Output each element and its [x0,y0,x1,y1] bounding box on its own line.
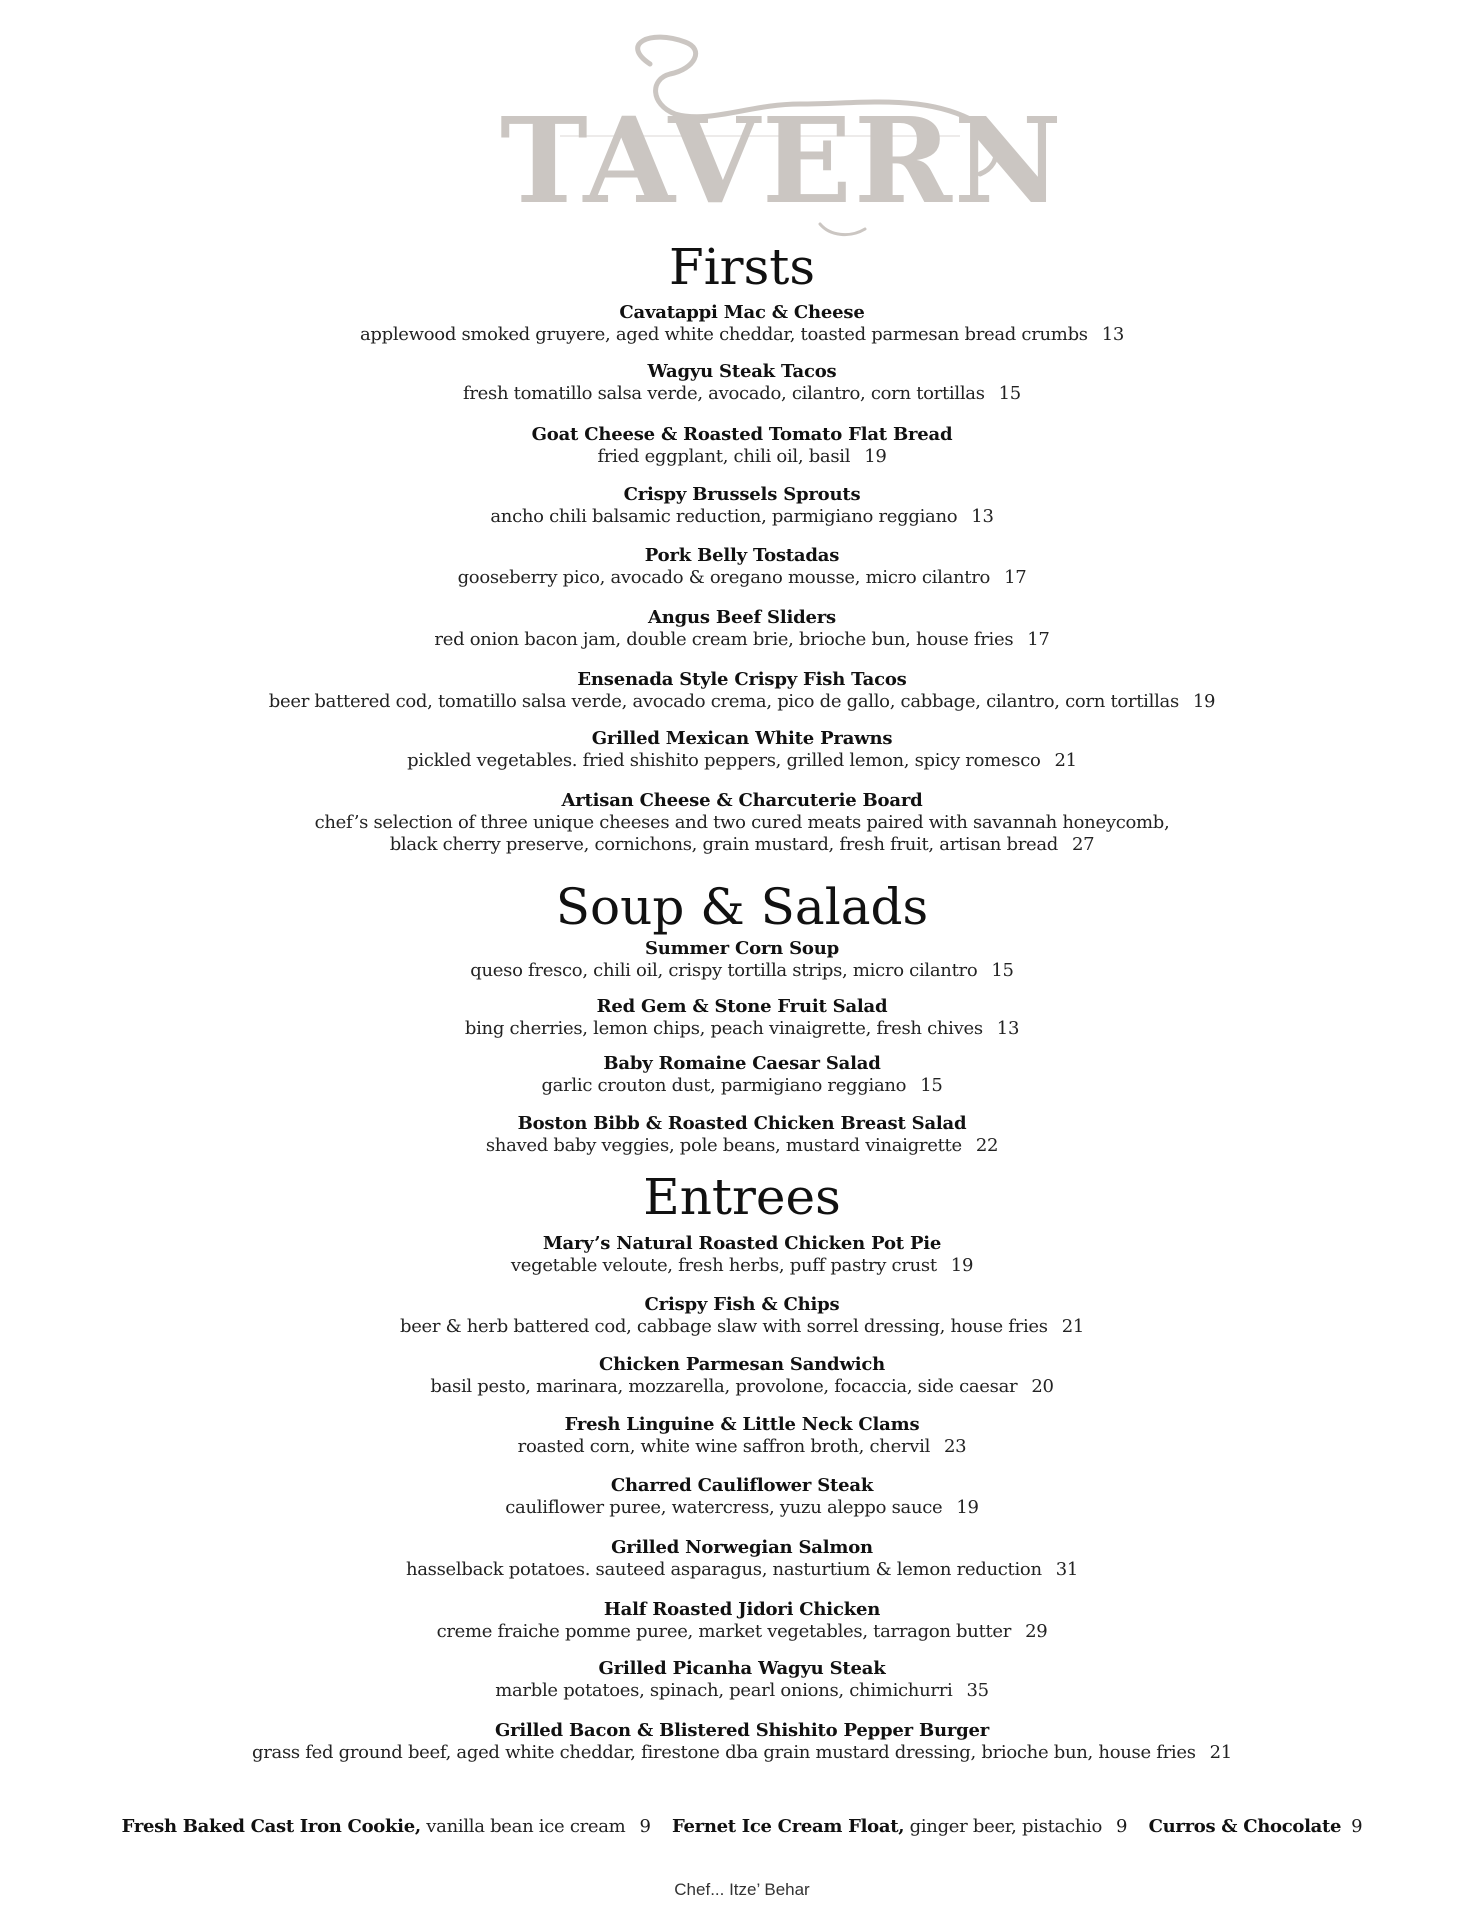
item-description-continued: black cherry preserve, cornichons, grain mustard, fresh fruit, artisan bread 27 [389,834,1095,855]
item-description: beer & herb battered cod, cabbage slaw with sorrel dressing, house fries 21 [399,1316,1085,1337]
item-name: Grilled Picanha Wagyu Steak [598,1658,886,1679]
item-name: Grilled Mexican White Prawns [591,728,893,749]
menu-item [0,1414,1484,1458]
dessert-price: 9 [1351,1816,1363,1837]
menu-item [0,424,1484,468]
item-description: pickled vegetables. fried shishito peppers, grilled lemon, spicy romesco 21 [407,750,1077,771]
item-name: Red Gem & Stone Fruit Salad [596,996,888,1017]
item-description: roasted corn, white wine saffron broth, chervil 23 [517,1436,967,1457]
item-name: Grilled Norwegian Salmon [611,1537,873,1558]
menu-item [0,790,1484,856]
menu-item [0,728,1484,772]
item-name: Half Roasted Jidori Chicken [603,1599,881,1620]
section-title-firsts: Firsts [669,238,815,296]
menu-item [0,545,1484,589]
item-price: 19 [956,1497,979,1518]
item-description: grass fed ground beef, aged white cheddar, firestone dba grain mustard dressing, brioche bun, house fries 21 [252,1742,1232,1763]
item-price: 20 [1031,1376,1054,1397]
item-price: 17 [1004,567,1027,588]
item-description: garlic crouton dust, parmigiano reggiano 15 [541,1075,943,1096]
item-name: Goat Cheese & Roasted Tomato Flat Bread [531,424,953,445]
dessert-name: Fernet Ice Cream Float, [672,1816,905,1837]
item-name: Summer Corn Soup [644,938,840,959]
dessert-item [672,1816,1127,1837]
item-name: Pork Belly Tostadas [644,545,840,566]
item-description: shaved baby veggies, pole beans, mustard vinaigrette 22 [485,1135,999,1156]
item-description: hasselback potatoes. sauteed asparagus, nasturtium & lemon reduction 31 [405,1559,1079,1580]
item-name: Cavatappi Mac & Cheese [619,302,865,323]
item-name: Ensenada Style Crispy Fish Tacos [577,669,907,690]
item-price: 17 [1027,629,1050,650]
item-price: 21 [1209,1742,1232,1763]
item-price: 19 [864,446,887,467]
menu-item [0,1537,1484,1581]
chef-credit: Chef... Itze’ Behar [674,1880,810,1899]
menu-item [0,1658,1484,1702]
item-name: Baby Romaine Caesar Salad [603,1053,881,1074]
item-price: 19 [1192,691,1216,712]
item-name: Mary’s Natural Roasted Chicken Pot Pie [542,1233,942,1254]
menu-item [0,361,1484,405]
item-description: bing cherries, lemon chips, peach vinaigrette, fresh chives 13 [464,1018,1020,1039]
menu-item [0,1113,1484,1157]
dessert-description: ginger beer, pistachio [909,1816,1103,1837]
item-description: gooseberry pico, avocado & oregano mousse, micro cilantro 17 [457,567,1027,588]
dessert-name: Curros & Chocolate [1148,1816,1342,1837]
item-price: 21 [1061,1316,1085,1337]
item-price: 27 [1072,834,1095,855]
menu-item [0,607,1484,651]
item-description: ancho chili balsamic reduction, parmigiano reggiano 13 [490,506,994,527]
menu-item [0,302,1484,346]
item-description: applewood smoked gruyere, aged white cheddar, toasted parmesan bread crumbs 13 [359,324,1125,345]
menu-item [0,1599,1484,1643]
item-name: Crispy Fish & Chips [644,1294,840,1315]
item-description: fresh tomatillo salsa verde, avocado, cilantro, corn tortillas 15 [463,383,1021,404]
item-price: 35 [966,1680,989,1701]
section-title-soup-salads: Soup & Salads [555,878,929,936]
menu-item [0,1720,1484,1764]
item-price: 13 [1101,324,1125,345]
item-name: Charred Cauliflower Steak [610,1475,874,1496]
menu-item [0,1354,1484,1398]
dessert-description: vanilla bean ice cream [426,1816,626,1837]
item-description: vegetable veloute, fresh herbs, puff pastry crust 19 [510,1255,974,1276]
logo-text: TAVERN [500,91,1064,230]
desserts-line [0,1816,1484,1838]
menu-item [0,484,1484,528]
item-description: marble potatoes, spinach, pearl onions, chimichurri 35 [495,1680,989,1701]
item-description: basil pesto, marinara, mozzarella, provolone, focaccia, side caesar 20 [430,1376,1054,1397]
item-name: Crispy Brussels Sprouts [623,484,861,505]
dessert-price: 9 [1116,1816,1128,1837]
item-name: Fresh Linguine & Little Neck Clams [564,1414,920,1435]
dessert-item [122,1816,651,1837]
menu-item [0,1053,1484,1097]
menu-item [0,938,1484,982]
menu-item [0,1294,1484,1338]
item-price: 13 [971,506,994,527]
item-price: 29 [1025,1621,1048,1642]
item-description: fried eggplant, chili oil, basil 19 [597,446,887,467]
item-name: Boston Bibb & Roasted Chicken Breast Salad [517,1113,967,1134]
item-price: 31 [1055,1559,1079,1580]
item-price: 15 [920,1075,943,1096]
item-name: Wagyu Steak Tacos [647,361,837,382]
menu-item [0,669,1484,713]
item-name: Grilled Bacon & Blistered Shishito Pepper Burger [494,1720,990,1741]
item-description: beer battered cod, tomatillo salsa verde, avocado crema, pico de gallo, cabbage, cilantro, corn tortillas 19 [268,691,1216,712]
item-name: Chicken Parmesan Sandwich [598,1354,886,1375]
item-price: 23 [944,1436,967,1457]
tavern-logo [500,24,1064,254]
item-price: 21 [1054,750,1077,771]
item-description: chef’s selection of three unique cheeses and two cured meats paired with savannah honeycomb, [314,812,1170,833]
dessert-name: Fresh Baked Cast Iron Cookie, [121,1816,421,1837]
item-price: 15 [998,383,1021,404]
dessert-price: 9 [639,1816,651,1837]
dessert-item [1149,1816,1363,1837]
item-name: Angus Beef Sliders [648,607,836,628]
item-price: 13 [996,1018,1020,1039]
menu-item [0,1233,1484,1277]
item-description: creme fraiche pomme puree, market vegetables, tarragon butter 29 [436,1621,1048,1642]
section-title-entrees: Entrees [643,1168,841,1226]
item-description: red onion bacon jam, double cream brie, brioche bun, house fries 17 [434,629,1050,650]
item-name: Artisan Cheese & Charcuterie Board [561,790,923,811]
item-description: cauliflower puree, watercress, yuzu aleppo sauce 19 [505,1497,979,1518]
item-description: queso fresco, chili oil, crispy tortilla strips, micro cilantro 15 [470,960,1014,981]
menu-item [0,1475,1484,1519]
item-price: 19 [950,1255,974,1276]
menu-item [0,996,1484,1040]
item-price: 22 [975,1135,999,1156]
item-price: 15 [991,960,1014,981]
